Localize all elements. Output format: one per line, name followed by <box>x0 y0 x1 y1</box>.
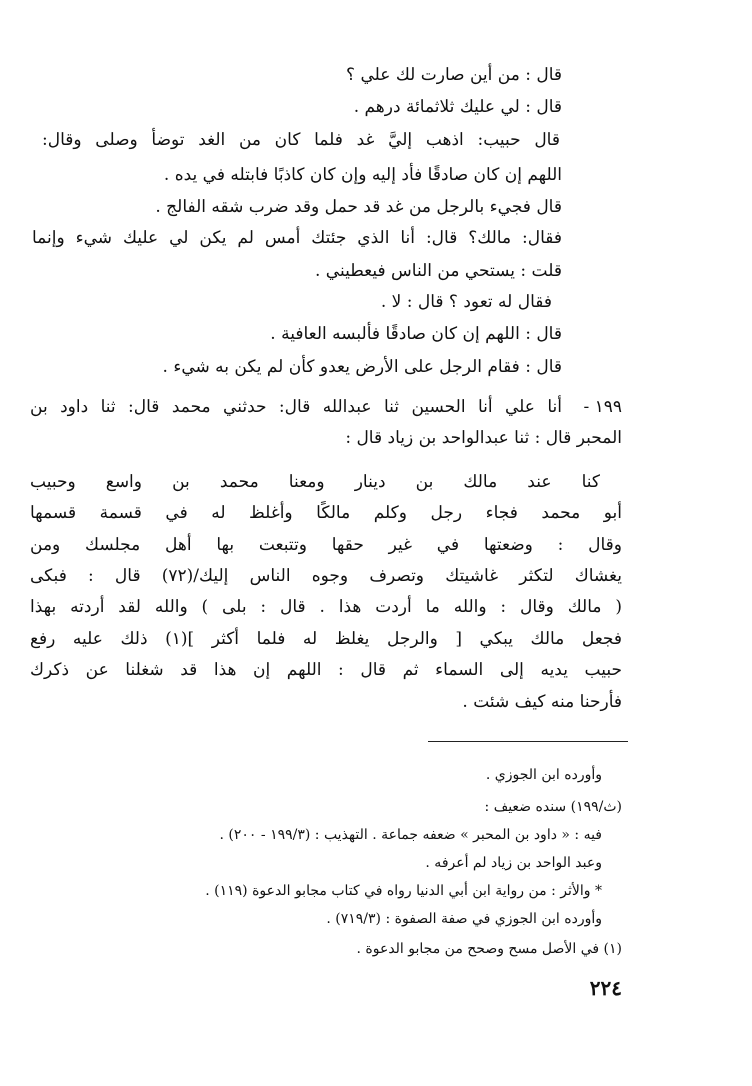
text-line: قال فجيء بالرجل من غد قد حمل وقد ضرب شقه الفالج . <box>155 197 562 217</box>
footnote-line: وأورده ابن الجوزي . <box>485 767 602 783</box>
text-line: فقال: مالك؟ قال: أنا الذي جئتك أمس لم يكن لي عليك شيء وإنما <box>32 228 562 248</box>
footnote-line: وأورده ابن الجوزي في صفة الصفوة : (٧١٩/٣) . <box>326 911 602 927</box>
text-line: قال : من أين صارت لك علي ؟ <box>346 65 562 85</box>
footnote-line: (ث/١٩٩) سنده ضعيف : <box>484 799 622 815</box>
footnote-line: (١) في الأصل مسح وصحح من مجابو الدعوة . <box>356 941 622 957</box>
text-line: ( مالك وقال : والله ما أردت هذا . قال : بلى ) والله لقد أردته بهذا <box>30 597 622 617</box>
footnote-divider <box>428 741 628 742</box>
text-line: فأرحنا منه كيف شئت . <box>462 692 622 712</box>
text-line: يغشاك لتكثر غاشيتك وتصرف وجوه الناس إليك/(٧٢) قال : فبكى <box>30 566 622 586</box>
text-line: كنا عند مالك بن دينار ومعنا محمد بن واسع وحبيب <box>30 472 600 492</box>
text-line: فقال له تعود ؟ قال : لا . <box>380 292 552 312</box>
text-line: قلت : يستحي من الناس فيعطيني . <box>314 261 562 281</box>
text-line: قال : اللهم إن كان صادقًا فألبسه العافية . <box>270 324 562 344</box>
text-line: حبيب يديه إلى السماء ثم قال : اللهم إن هذا قد شغلنا عن ذكرك <box>30 660 622 680</box>
text-line: فجعل مالك يبكي [ والرجل يغلظ له فلما أكثر ](١) ذلك عليه رفع <box>30 629 623 649</box>
text-line: اللهم إن كان صادقًا فأد إليه وإن كان كاذبًا فابتله في يده . <box>163 165 562 185</box>
entry-number: ١٩٩ - <box>583 397 622 417</box>
text-line: قال : فقام الرجل على الأرض يعدو كأن لم يكن به شيء . <box>162 357 562 377</box>
text-line: المحبر قال : ثنا عبدالواحد بن زياد قال : <box>345 428 622 448</box>
text-line: أبو محمد فجاء رجل وكلم مالكًا وأغلظ له في قسمة قسمها <box>30 503 622 523</box>
page-number: ٢٢٤ <box>589 976 622 1000</box>
footnote-line: وعبد الواحد بن زياد لم أعرفه . <box>425 855 602 871</box>
text-line: وقال : وضعتها في غير حقها وتتبعت بها أهل مجلسك ومن <box>30 535 622 555</box>
footnote-line: فيه : « داود بن المحبر » ضعفه جماعة . التهذيب : (١٩٩/٣ - ٢٠٠) . <box>219 827 602 843</box>
text-line: قال : لي عليك ثلاثمائة درهم . <box>353 97 562 117</box>
text-line: أنا علي أنا الحسين ثنا عبدالله قال: حدثني محمد قال: ثنا داود بن <box>30 397 562 417</box>
text-line: قال حبيب: اذهب إليَّ غد فلما كان من الغد توضأ وصلى وقال: <box>42 130 560 150</box>
footnote-line: * والأثر : من رواية ابن أبي الدنيا رواه في كتاب مجابو الدعوة (١١٩) . <box>205 883 602 899</box>
